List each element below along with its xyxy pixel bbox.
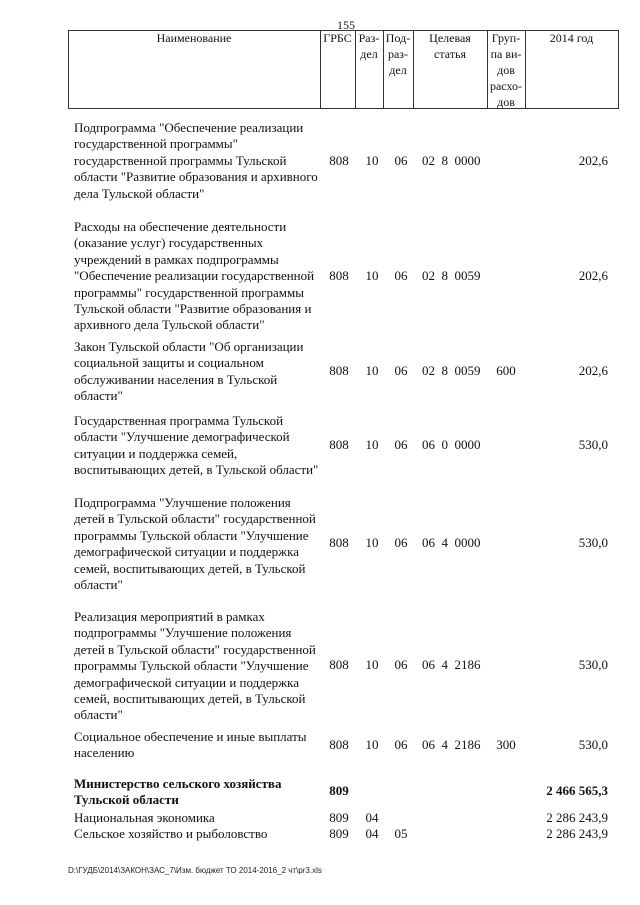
header-grbs: ГРБС (323, 31, 352, 45)
row-grbs: 808 (329, 268, 349, 283)
row-gruppa: 300 (496, 737, 516, 752)
row-amount-2014: 2 466 565,3 (546, 783, 608, 798)
header-year-2014: 2014 год (549, 31, 594, 45)
row-grbs: 809 (329, 826, 349, 841)
row-name: Социальное обеспечение и иные выплаты населению (74, 729, 307, 761)
header-podrazdel: Под- раз- дел (385, 31, 411, 77)
row-podrazdel: 06 (394, 363, 408, 378)
row-name: Министерство сельского хозяйства Тульской области (74, 776, 282, 808)
row-podrazdel: 06 (394, 737, 408, 752)
header-divider (618, 30, 619, 108)
row-grbs: 808 (329, 737, 349, 752)
row-podrazdel: 06 (394, 657, 408, 672)
header-name: Наименование (156, 31, 232, 45)
row-grbs: 808 (329, 437, 349, 452)
row-razdel: 10 (365, 268, 379, 283)
row-razdel: 04 (365, 810, 379, 825)
row-name: Подпрограмма "Обеспечение реализации государственной программы" государственной программы Тульской области "Развитие образования и архивного дела Тульской области" (74, 120, 318, 201)
header-bottom-border (68, 108, 619, 109)
row-podrazdel: 06 (394, 437, 408, 452)
row-celevaya-statya: 06 4 2186 (422, 657, 481, 672)
row-celevaya-statya: 02 8 0059 (422, 363, 481, 378)
header-razdel: Раз- дел (358, 31, 380, 61)
row-razdel: 10 (365, 657, 379, 672)
row-name: Реализация мероприятий в рамках подпрограммы "Улучшение положения детей в Тульской области" государственной программы Тульской области "Улучшение демографической ситуации и поддержка семей, воспитывающих детей, в Тульской области" (74, 609, 316, 723)
row-name: Закон Тульской области "Об организации социальной защиты и социальном обслуживании населения в Тульской области" (74, 339, 304, 404)
row-grbs: 809 (329, 783, 349, 798)
row-amount-2014: 2 286 243,9 (546, 810, 608, 825)
row-amount-2014: 2 286 243,9 (546, 826, 608, 841)
page-number: 155 (337, 18, 355, 32)
row-razdel: 04 (365, 826, 379, 841)
row-grbs: 808 (329, 363, 349, 378)
row-razdel: 10 (365, 535, 379, 550)
row-grbs: 808 (329, 153, 349, 168)
row-name: Расходы на обеспечение деятельности (оказание услуг) государственных учреждений в рамках подпрограммы "Обеспечение реализации государственной программы" государственной программы Тульской области "Развитие образования и архивного дела Тульской области" (74, 219, 315, 333)
file-path-footer: D:\ГУДБ\2014\ЗАКОН\ЗАС_7\Изм. бюджет ТО 2014-2016_2 чт\pr3.xls (68, 866, 322, 875)
row-celevaya-statya: 06 4 0000 (422, 535, 481, 550)
row-podrazdel: 05 (394, 826, 408, 841)
row-amount-2014: 202,6 (578, 363, 608, 378)
row-amount-2014: 530,0 (578, 437, 608, 452)
row-podrazdel: 06 (394, 153, 408, 168)
row-name: Сельское хозяйство и рыболовство (74, 826, 268, 841)
header-gruppa-vidov-raskhodov: Груп- па ви- дов расхо- дов (489, 31, 523, 109)
row-amount-2014: 530,0 (578, 657, 608, 672)
row-podrazdel: 06 (394, 268, 408, 283)
row-podrazdel: 06 (394, 535, 408, 550)
row-razdel: 10 (365, 153, 379, 168)
row-gruppa: 600 (496, 363, 516, 378)
row-grbs: 809 (329, 810, 349, 825)
row-amount-2014: 530,0 (578, 737, 608, 752)
row-celevaya-statya: 06 0 0000 (422, 437, 481, 452)
row-grbs: 808 (329, 657, 349, 672)
row-amount-2014: 202,6 (578, 153, 608, 168)
row-name: Национальная экономика (74, 810, 215, 825)
row-razdel: 10 (365, 737, 379, 752)
row-razdel: 10 (365, 437, 379, 452)
row-amount-2014: 530,0 (578, 535, 608, 550)
row-name: Государственная программа Тульской области "Улучшение демографической ситуации и поддержка семей, воспитывающих детей, в Тульской области" (74, 413, 319, 478)
row-celevaya-statya: 06 4 2186 (422, 737, 481, 752)
row-celevaya-statya: 02 8 0000 (422, 153, 481, 168)
row-celevaya-statya: 02 8 0059 (422, 268, 481, 283)
row-name: Подпрограмма "Улучшение положения детей в Тульской области" государственной программы Тульской области "Улучшение демографической ситуации и поддержка семей, воспитывающих детей, в Тульской области" (74, 495, 316, 593)
row-grbs: 808 (329, 535, 349, 550)
header-celevaya-statya: Целевая статья (429, 31, 471, 61)
table-header (68, 30, 619, 108)
row-amount-2014: 202,6 (578, 268, 608, 283)
row-razdel: 10 (365, 363, 379, 378)
